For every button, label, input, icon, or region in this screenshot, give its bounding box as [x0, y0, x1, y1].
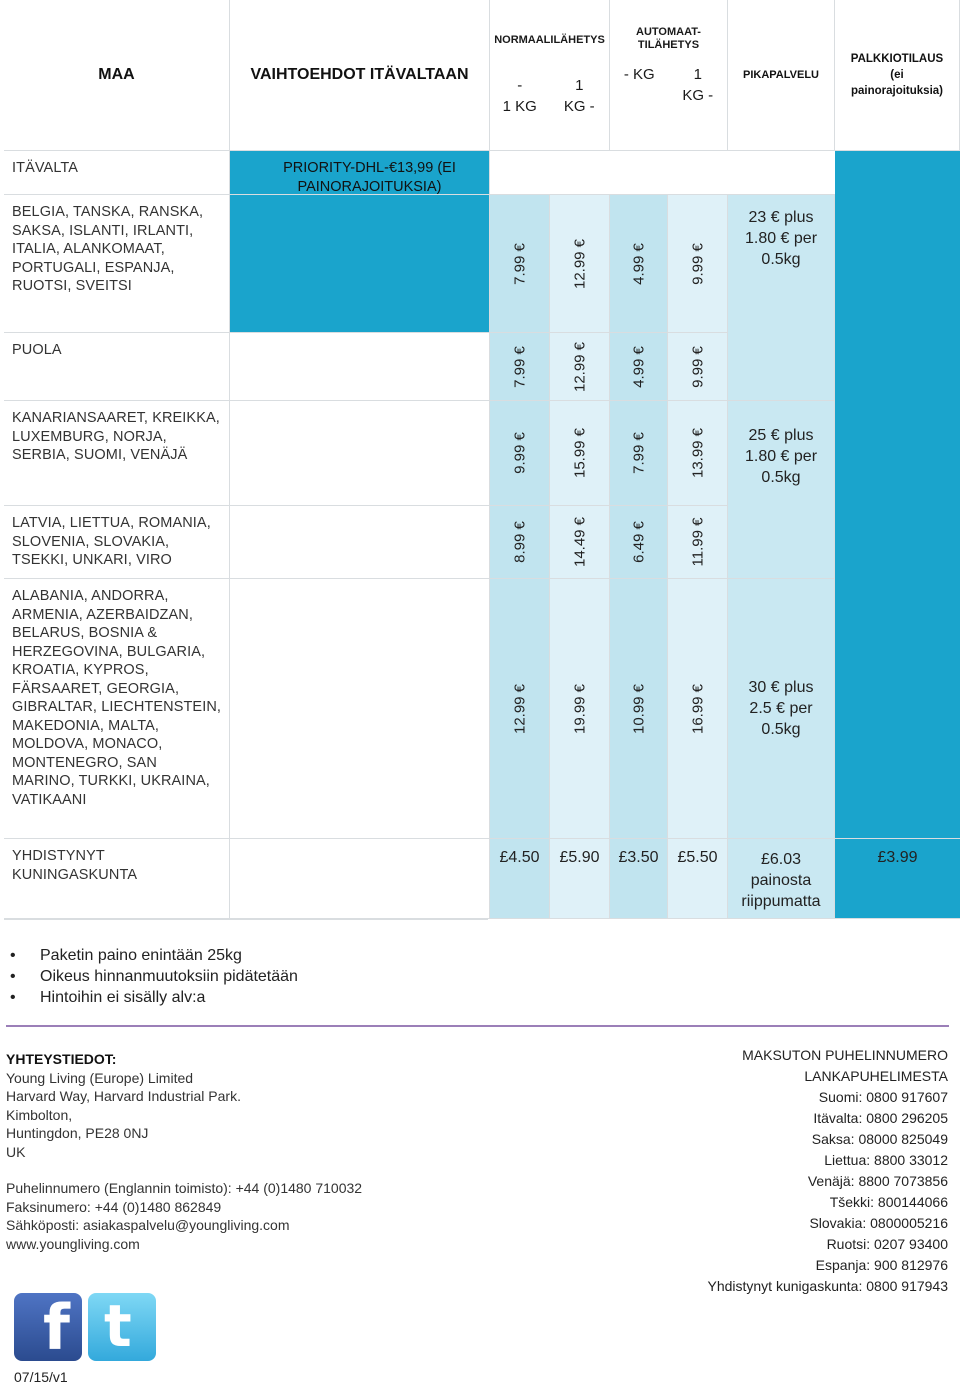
teal-fill [230, 195, 490, 333]
country-row-1: PUOLA [4, 333, 230, 401]
fax: Faksinumero: +44 (0)1480 862849 [6, 1198, 222, 1215]
price-cell: £4.50 [490, 839, 550, 919]
price-cell: 7.99 € [490, 195, 550, 333]
blank-option [230, 401, 490, 506]
address-line: Huntingdon, PE28 0NJ [6, 1125, 149, 1141]
price-cell: 4.99 € [610, 333, 668, 401]
price-cell: 9.99 € [490, 401, 550, 506]
facebook-icon[interactable]: f [14, 1293, 82, 1361]
header-reward: PALKKIOTILAUS (ei painorajoituksia) [835, 0, 960, 151]
header-options: VAIHTOEHDOT ITÄVALTAAN [230, 0, 490, 151]
address-line: Young Living (Europe) Limited [6, 1069, 194, 1086]
list-item: • Oikeus hinnanmuutoksiin pidätetään [10, 966, 298, 987]
express-cell: 23 € plus 1.80 € per 0.5kg [728, 195, 835, 401]
blank-option [230, 333, 490, 401]
blank-option [230, 506, 490, 579]
notes-list [10, 945, 298, 1008]
divider [6, 1025, 949, 1027]
price-cell: 13.99 € [668, 401, 728, 506]
express-cell: 25 € plus 1.80 € per 0.5kg [728, 401, 835, 579]
phone-number: Espanja: 900 812976 [815, 1257, 948, 1273]
email-link[interactable]: Sähköposti: asiakaspalvelu@youngliving.com [6, 1217, 290, 1233]
country-austria: ITÄVALTA [4, 151, 230, 195]
twitter-icon[interactable]: t [88, 1293, 156, 1361]
price-cell: 12.99 € [550, 195, 610, 333]
price-cell: 7.99 € [490, 333, 550, 401]
blank-option [230, 579, 490, 839]
list-item: • Paketin paino enintään 25kg [10, 945, 298, 966]
address-line: UK [6, 1143, 26, 1160]
freephone-title: MAKSUTON PUHELINNUMERO [742, 1047, 948, 1063]
express-cell: £6.03 painosta riippumatta [728, 839, 835, 919]
austria-option: PRIORITY-DHL-€13,99 (EI PAINORAJOITUKSIA) [230, 151, 490, 195]
price-cell: 4.99 € [610, 195, 668, 333]
phone-number: Suomi: 0800 917607 [818, 1089, 948, 1105]
header-country: MAA [4, 0, 230, 151]
website-link[interactable]: www.youngliving.com [6, 1235, 140, 1252]
price-cell: 12.99 € [490, 579, 550, 839]
phone-number: Tšekki: 800144066 [829, 1194, 948, 1210]
header-automat: AUTOMAAT- TILÄHETYS - KG 1 KG - [610, 0, 728, 151]
list-item: • Hintoihin ei sisälly alv:a [10, 987, 298, 1008]
contact-info [6, 1050, 362, 1253]
header-express: PIKAPALVELU [728, 0, 835, 151]
price-cell: 16.99 € [668, 579, 728, 839]
price-cell: 14.49 € [550, 506, 610, 579]
phone-number: Liettua: 8800 33012 [824, 1152, 948, 1168]
price-cell: 19.99 € [550, 579, 610, 839]
phone-number: Saksa: 08000 825049 [811, 1131, 948, 1147]
phone-number: Venäjä: 8800 7073856 [807, 1173, 948, 1189]
phone-number: Itävalta: 0800 296205 [813, 1110, 948, 1126]
reward-cell: £3.99 [835, 839, 960, 919]
price-cell: 15.99 € [550, 401, 610, 506]
price-cell: 6.49 € [610, 506, 668, 579]
table-bottom-border [4, 919, 488, 920]
freephone-list [707, 1045, 948, 1297]
express-cell: 30 € plus 2.5 € per 0.5kg [728, 579, 835, 839]
address-line: Harvard Way, Harvard Industrial Park. [6, 1088, 241, 1104]
phone: Puhelinnumero (Englannin toimisto): +44 (0)1480 710032 [6, 1180, 363, 1196]
country-row-4: ALABANIA, ANDORRA, ARMENIA, AZERBAIDZAN, BELARUS, BOSNIA & HERZEGOVINA, BULGARIA, KROATIA, KYPROS, FÄRSAARET, GEORGIA, GIBRALTAR, LIECHTENSTEIN, MAKEDONIA, MALTA, MOLDOVA, MONACO, MONTENEGRO, SAN MARINO, TURKKI, UKRAINA, VATIKAANI [4, 579, 230, 839]
price-cell: 9.99 € [668, 195, 728, 333]
country-row-0: BELGIA, TANSKA, RANSKA, SAKSA, ISLANTI, IRLANTI, ITALIA, ALANKOMAAT, PORTUGALI, ESPANJA, RUOTSI, SVEITSI [4, 195, 230, 333]
phone-number: Ruotsi: 0207 93400 [826, 1236, 948, 1252]
country-row-3: LATVIA, LIETTUA, ROMANIA, SLOVENIA, SLOVAKIA, TSEKKI, UNKARI, VIRO [4, 506, 230, 579]
price-cell: 9.99 € [668, 333, 728, 401]
price-cell: £3.50 [610, 839, 668, 919]
contact-title: YHTEYSTIEDOT: [6, 1051, 117, 1067]
country-row-5: YHDISTYNYT KUNINGASKUNTA [4, 839, 230, 919]
phone-number: Yhdistynyt kunigaskunta: 0800 917943 [707, 1278, 948, 1294]
price-cell: 8.99 € [490, 506, 550, 579]
address-line: Kimbolton, [6, 1106, 73, 1123]
price-cell: £5.50 [668, 839, 728, 919]
version-label: 07/15/v1 [14, 1369, 68, 1385]
price-cell: 12.99 € [550, 333, 610, 401]
country-row-2: KANARIANSAARET, KREIKKA, LUXEMBURG, NORJA, SERBIA, SUOMI, VENÄJÄ [4, 401, 230, 506]
reward-column [835, 579, 960, 839]
price-cell: 10.99 € [610, 579, 668, 839]
blank-option [230, 839, 490, 919]
phone-number: Slovakia: 0800005216 [809, 1215, 948, 1231]
price-cell: 7.99 € [610, 401, 668, 506]
price-cell: 11.99 € [668, 506, 728, 579]
price-cell: £5.90 [550, 839, 610, 919]
header-normal: NORMAALILÄHETYS - 1 KG 1 KG - [490, 0, 610, 151]
price-table [4, 0, 960, 920]
freephone-title: LANKAPUHELIMESTA [804, 1068, 948, 1084]
